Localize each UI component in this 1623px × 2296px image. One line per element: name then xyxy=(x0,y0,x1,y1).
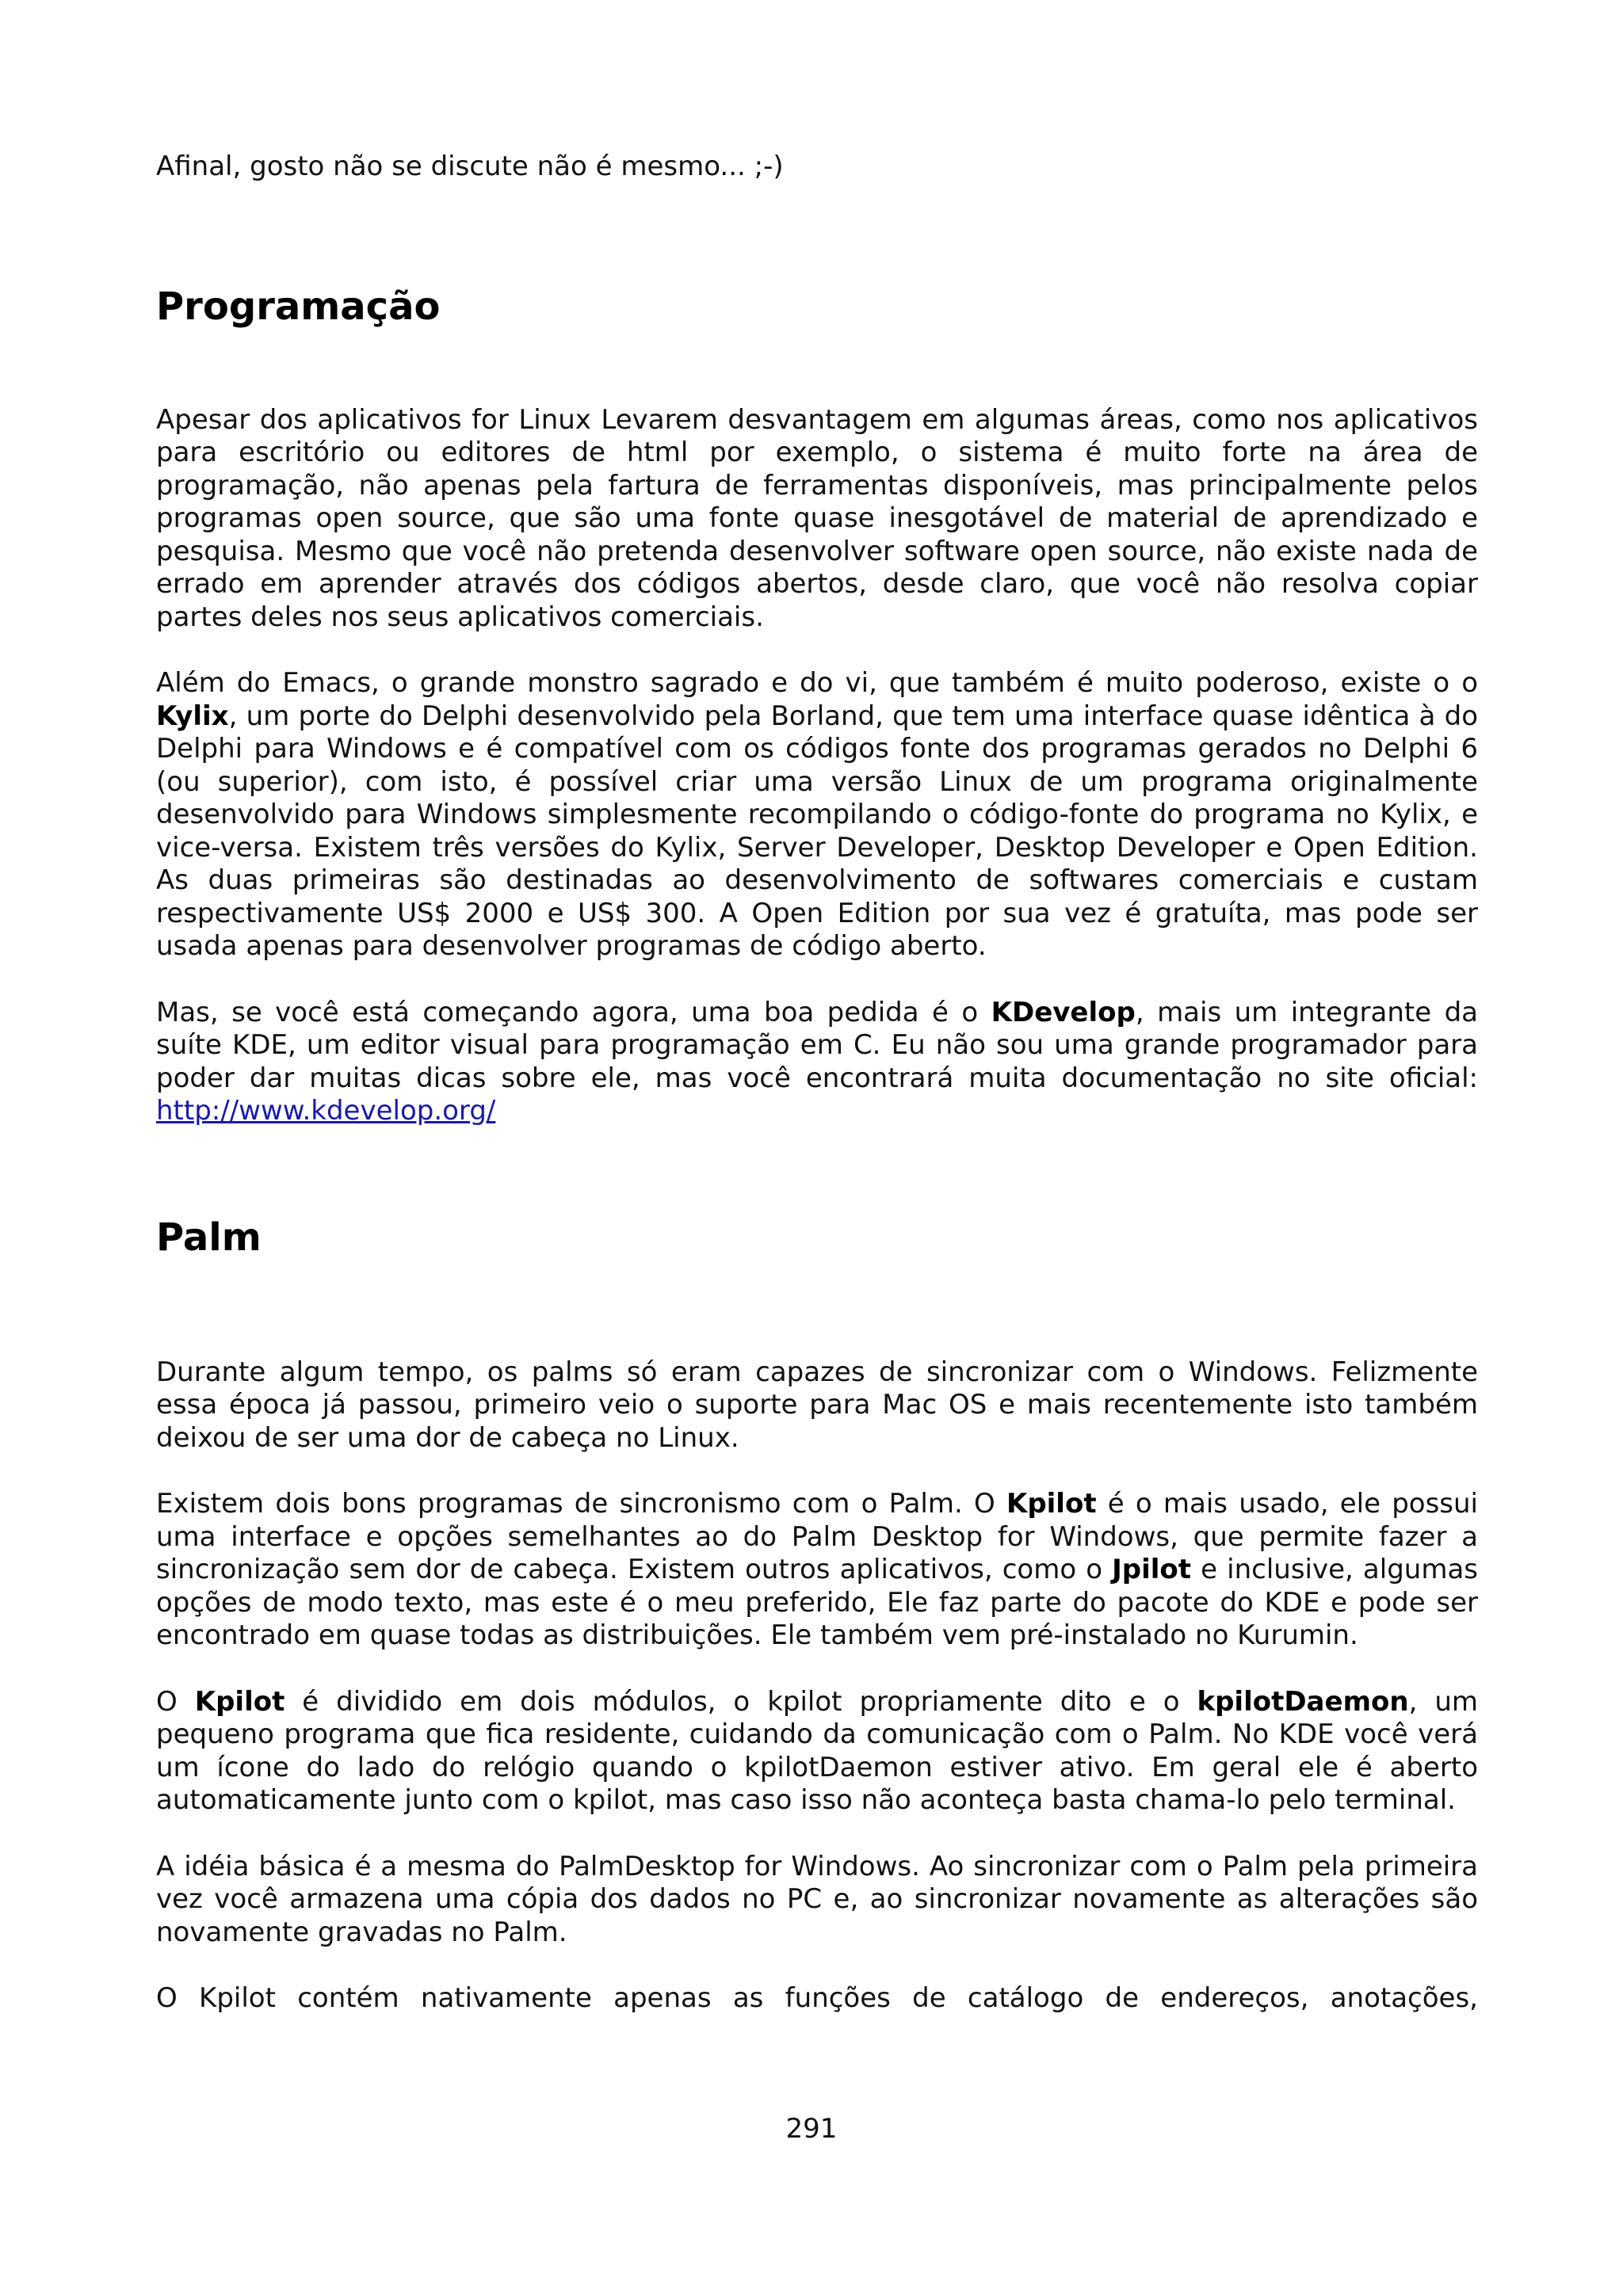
kpilot-term-2: Kpilot xyxy=(194,1685,285,1718)
intro-paragraph: Afinal, gosto não se discute não é mesmo... ;-) xyxy=(156,151,784,182)
p3-text-a: Mas, se você está começando agora, uma boa pedida é o xyxy=(156,996,991,1028)
palm-p2-text-b: é o mais usado, ele possui uma interface e opções semelhantes ao do Palm Desktop for Windows, que permite fazer a sincronização sem dor de cabeça. Existem outros aplicativos, como o xyxy=(156,1488,1479,1585)
palm-paragraph-5 xyxy=(156,1982,1478,2016)
page-number: 291 xyxy=(785,2113,838,2145)
programacao-paragraph-1 xyxy=(156,404,1478,635)
kpilotdaemon-term: kpilotDaemon xyxy=(1197,1685,1409,1718)
page-content xyxy=(156,151,1478,2016)
palm-paragraph-1 xyxy=(156,1356,1478,1455)
kylix-term: Kylix xyxy=(156,700,229,732)
heading-programacao: Programação xyxy=(156,284,441,329)
palm-paragraph-4 xyxy=(156,1851,1478,1950)
jpilot-term: Jpilot xyxy=(1112,1554,1192,1585)
heading-palm: Palm xyxy=(156,1215,262,1260)
programacao-paragraph-3 xyxy=(156,997,1478,1128)
palm-p3-text-b: é dividido em dois módulos, o kpilot propriamente dito e o xyxy=(285,1685,1197,1718)
palm-p2-text-a: Existem dois bons programas de sincronismo com o Palm. O xyxy=(156,1488,1006,1520)
palm-paragraph-2 xyxy=(156,1488,1478,1653)
palm-p4-text: A idéia básica é a mesma do PalmDesktop for Windows. Ao sincronizar com o Palm pela primeira vez você armazena uma cópia dos dados no PC e, ao sincronizar novamente as alterações são novamente gravadas no Palm. xyxy=(156,1850,1478,1948)
palm-p1-text: Durante algum tempo, os palms só eram capazes de sincronizar com o Windows. Felizmente essa época já passou, primeiro veio o suporte para Mac OS e mais recentemente isto também deixou de ser uma dor de cabeça no Linux. xyxy=(156,1356,1478,1454)
palm-p2-text-c: e inclusive, algumas opções de modo texto, mas este é o meu preferido, Ele faz parte do pacote do KDE e pode ser encontrado em quase todas as distribuições. Ele também vem pré-instalado no Kurumin. xyxy=(156,1554,1478,1651)
p2-text-a: Além do Emacs, o grande monstro sagrado e do vi, que também é muito poderoso, existe o o xyxy=(156,667,1478,699)
p2-text-b: , um porte do Delphi desenvolvido pela Borland, que tem uma interface quase idêntica à do Delphi para Windows e é compatível com os códigos fonte dos programas gerados no Delphi 6 (ou superior), com isto, é possível criar uma versão Linux de um programa originalmente desenvolvido para Windows simplesmente recompilando o código-fonte do programa no Kylix, e vice-versa. Existem três versões do Kylix, Server Developer, Desktop Developer e Open Edition. As duas primeiras são destinadas ao desenvolvimento de softwares comerciais e custam respectivamente US$ 2000 e US$ 300. A Open Edition por sua vez é gratuíta, mas pode ser usada apenas para desenvolver programas de código aberto. xyxy=(156,700,1478,962)
kpilot-term: Kpilot xyxy=(1006,1488,1097,1520)
p3-text-b: , mais um integrante da suíte KDE, um editor visual para programação em C. Eu não sou uma grande programador para poder dar muitas dicas sobre ele, mas você encontrará muita documentação no site oficial: xyxy=(156,996,1478,1094)
palm-p3-text-a: O xyxy=(156,1685,195,1718)
programacao-p1-text: Apesar dos aplicativos for Linux Levarem desvantagem em algumas áreas, como nos aplicativos para escritório ou editores de html por exemplo, o sistema é muito forte na área de programação, não apenas pela fartura de ferramentas disponíveis, mas principalmente pelos programas open source, que são uma fonte quase inesgotável de material de aprendizado e pesquisa. Mesmo que você não pretenda desenvolver software open source, não existe nada de errado em aprender através dos códigos abertos, desde claro, que você não resolva copiar partes deles nos seus aplicativos comerciais. xyxy=(156,403,1478,633)
kdevelop-term: KDevelop xyxy=(991,996,1136,1028)
kdevelop-link[interactable]: http://www.kdevelop.org/ xyxy=(156,1095,496,1127)
palm-paragraph-3 xyxy=(156,1686,1478,1817)
programacao-paragraph-2 xyxy=(156,667,1478,963)
palm-p5-text: O Kpilot contém nativamente apenas as funções de catálogo de endereços, anotações, xyxy=(156,1982,1478,2014)
palm-p3-text-c: , um pequeno programa que fica residente, cuidando da comunicação com o Palm. No KDE você verá um ícone do lado do relógio quando o kpilotDaemon estiver ativo. Em geral ele é aberto automaticamente junto com o kpilot, mas caso isso não aconteça basta chama-lo pelo terminal. xyxy=(156,1685,1478,1816)
